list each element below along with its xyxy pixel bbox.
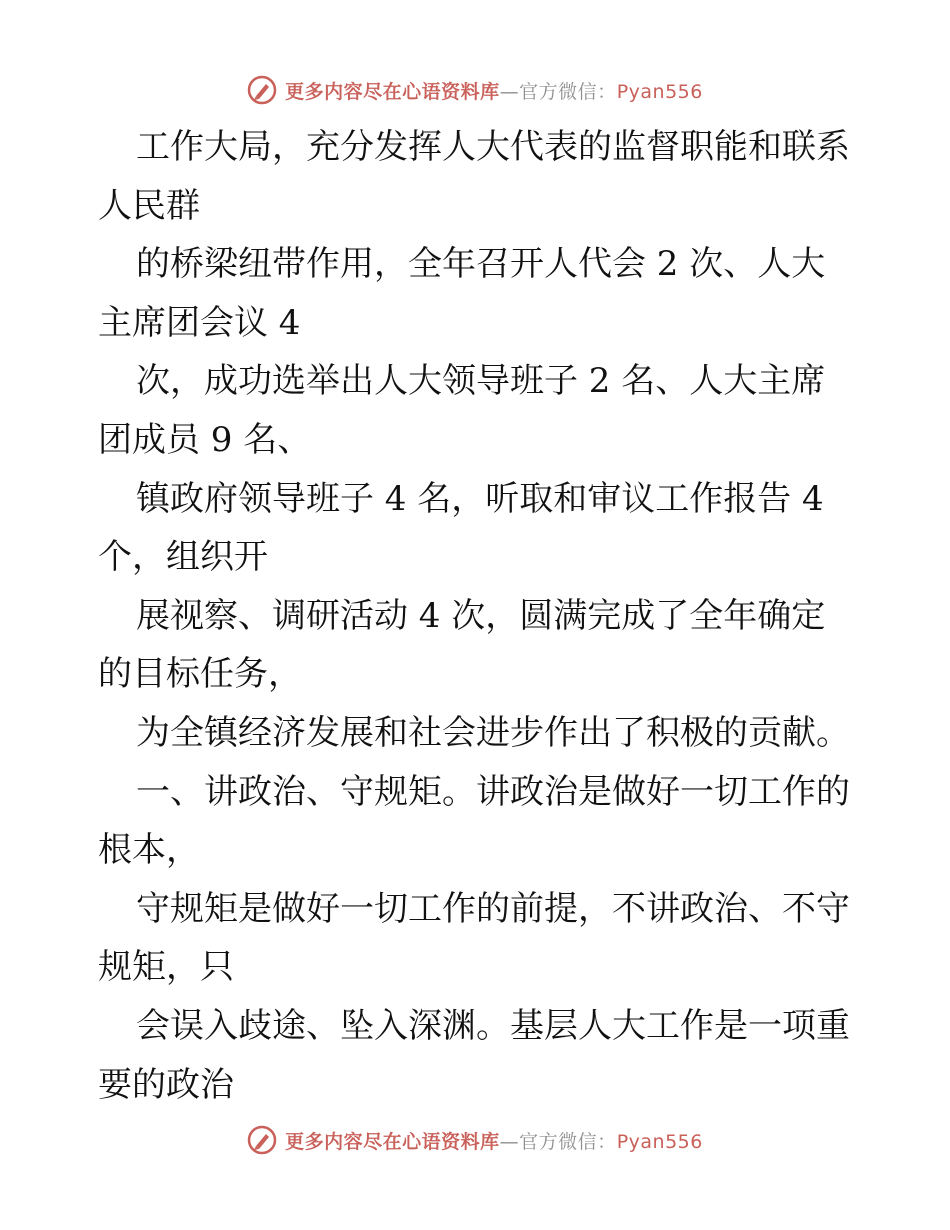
body-line: 次，成功选举出人大领导班子 2 名、人大主席 [136, 361, 826, 402]
header-banner-text [285, 77, 703, 104]
body-line: 的桥梁纽带作用，全年召开人代会 2 次、人大 [136, 244, 826, 285]
pen-logo-icon [247, 1125, 277, 1155]
body-line: 为全镇经济发展和社会进步作出了积极的贡献。 [136, 712, 850, 753]
body-line: 规矩，只 [98, 947, 234, 988]
body-line: 人民群 [98, 185, 200, 226]
header-banner [0, 70, 950, 110]
body-line: 守规矩是做好一切工作的前提，不讲政治、不守 [136, 888, 850, 929]
header-banner-label: —官方微信： [499, 80, 617, 103]
body-line: 主席团会议 4 [98, 302, 301, 343]
pen-logo-icon [247, 75, 277, 105]
footer-banner [0, 1120, 950, 1160]
document-body [98, 118, 858, 1114]
footer-banner-wechat-id: Pyan556 [616, 1130, 703, 1153]
body-line: 团成员 9 名、 [98, 419, 312, 460]
body-line: 的目标任务， [98, 654, 302, 695]
header-banner-title: 更多内容尽在心语资料库 [285, 80, 500, 103]
footer-banner-label: —官方微信： [499, 1130, 617, 1153]
body-line: 镇政府领导班子 4 名，听取和审议工作报告 4 [136, 478, 824, 519]
footer-banner-text [285, 1127, 703, 1154]
body-line: 展视察、调研活动 4 次，圆满完成了全年确定 [136, 595, 826, 636]
body-line: 会误入歧途、坠入深渊。基层人大工作是一项重 [136, 1005, 850, 1046]
header-banner-wechat-id: Pyan556 [616, 80, 703, 103]
body-line: 一、讲政治、守规矩。讲政治是做好一切工作的 [136, 771, 850, 812]
body-line: 根本， [98, 830, 200, 871]
body-line: 工作大局，充分发挥人大代表的监督职能和联系 [136, 127, 850, 167]
body-line: 个，组织开 [98, 537, 268, 578]
body-line: 要的政治 [98, 1064, 234, 1105]
footer-banner-title: 更多内容尽在心语资料库 [285, 1130, 500, 1153]
